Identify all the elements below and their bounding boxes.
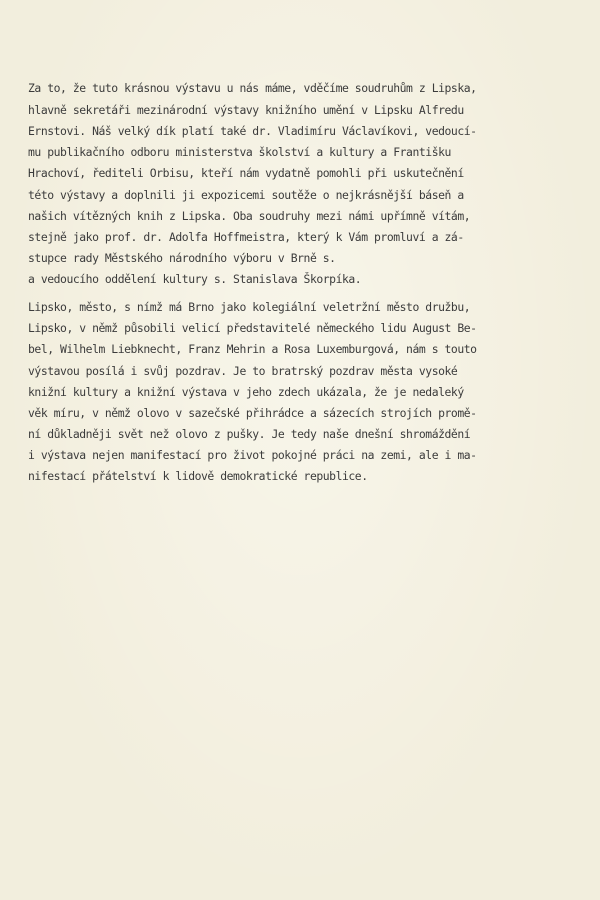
text-line: knižní kultury a knižní výstava v jeho zdech ukázala, že je nedaleký <box>28 385 464 399</box>
text-line: našich vítězných knih z Lipska. Oba soudruhy mezi námi upřímně vítám, <box>28 209 471 223</box>
text-line: Lipsko, město, s nímž má Brno jako kolegiální veletržní město družbu, <box>28 300 471 314</box>
text-line: stejně jako prof. dr. Adolfa Hoffmeistra, který k Vám promluví a zá- <box>28 230 464 244</box>
text-line: věk míru, v němž olovo v sazečské přihrádce a sázecích strojích promě- <box>28 406 477 420</box>
text-line: ní důkladněji svět než olovo z pušky. Je tedy naše dnešní shromáždění <box>28 427 471 441</box>
text-line: a vedoucího oddělení kultury s. Stanislava Škorpíka. <box>28 272 362 286</box>
text-line: stupce rady Městského národního výboru v Brně s. <box>28 251 336 265</box>
text-line: výstavou posílá i svůj pozdrav. Je to bratrský pozdrav města vysoké <box>28 364 458 378</box>
text-line: mu publikačního odboru ministerstva školství a kultury a Františku <box>28 145 451 159</box>
text-line: i výstava nejen manifestací pro život pokojné práci na zemi, ale i ma- <box>28 448 477 462</box>
text-line: Ernstovi. Náš velký dík platí také dr. Vladimíru Václavíkovi, vedoucí- <box>28 124 477 138</box>
text-line: nifestací přátelství k lidově demokratické republice. <box>28 469 368 483</box>
text-line: hlavně sekretáři mezinárodní výstavy knižního umění v Lipsku Alfredu <box>28 103 464 117</box>
text-line: bel, Wilhelm Liebknecht, Franz Mehrin a Rosa Luxemburgová, nám s touto <box>28 342 477 356</box>
text-line: Za to, že tuto krásnou výstavu u nás máme, vděčíme soudruhům z Lipska, <box>28 81 477 95</box>
text-line: této výstavy a doplnili ji expozicemi soutěže o nejkrásnější báseň a <box>28 188 464 202</box>
text-line: Lipsko, v němž působili velicí představitelé německého lidu August Be- <box>28 321 477 335</box>
text-line: Hrachoví, řediteli Orbisu, kteří nám vydatně pomohli při uskutečnění <box>28 166 464 180</box>
